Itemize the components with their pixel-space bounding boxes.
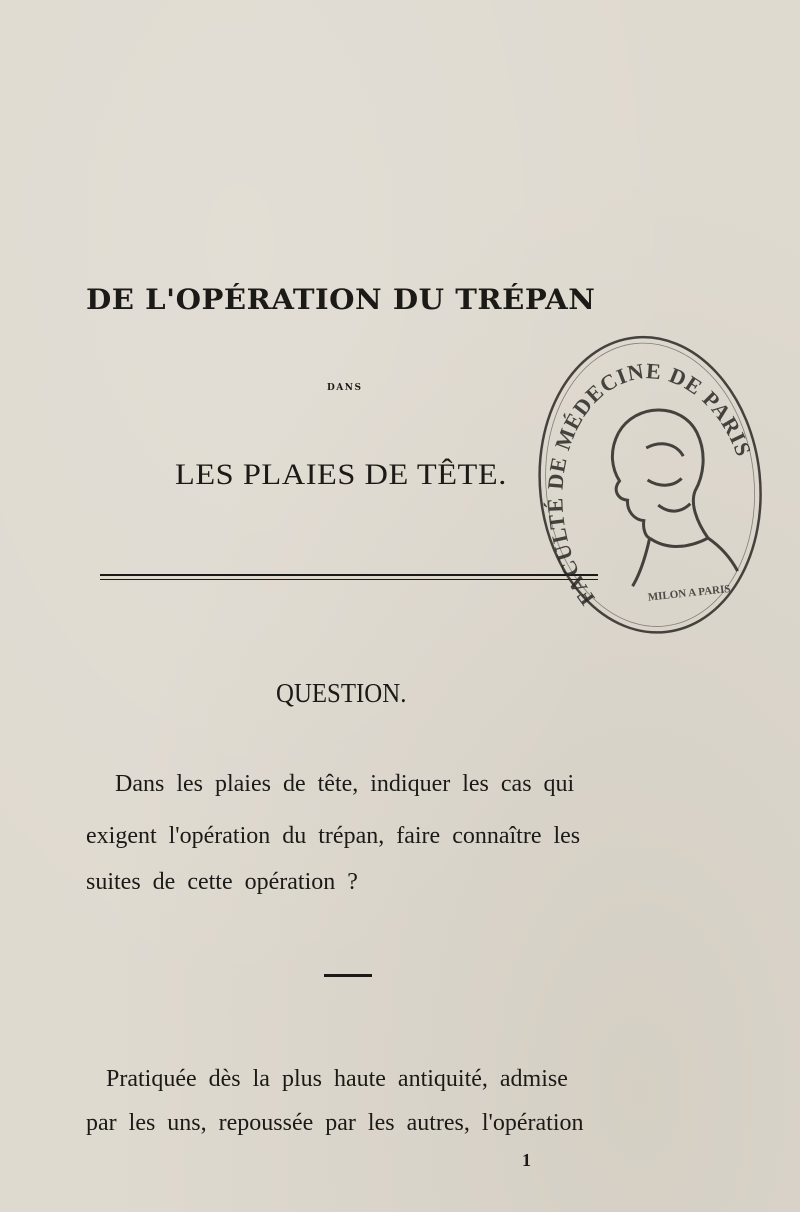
bust-profile-icon [608, 403, 738, 587]
stamp-engraver: MILON A PARIS [647, 583, 731, 604]
double-rule-divider [100, 574, 598, 580]
short-divider [324, 974, 372, 977]
document-subtitle: LES PLAIES DE TÊTE. [175, 458, 507, 491]
body-paragraph-line: par les uns, repoussée par les autres, l'opération [86, 1110, 584, 1136]
library-stamp [517, 319, 780, 650]
question-line: suites de cette opération ? [86, 869, 358, 895]
question-line: Dans les plaies de tête, indiquer les cas qui [115, 771, 575, 797]
title-connector: DANS [327, 383, 363, 393]
document-title: DE L'OPÉRATION DU TRÉPAN [86, 283, 596, 316]
body-paragraph-line: Pratiquée dès la plus haute antiquité, admise [106, 1066, 568, 1092]
question-heading: QUESTION. [276, 678, 407, 708]
stamp-legend: FACULTÉ DE MÉDECINE DE PARIS [542, 358, 757, 611]
page-number: 1 [522, 1150, 531, 1170]
question-line: exigent l'opération du trépan, faire connaître les [86, 823, 581, 849]
